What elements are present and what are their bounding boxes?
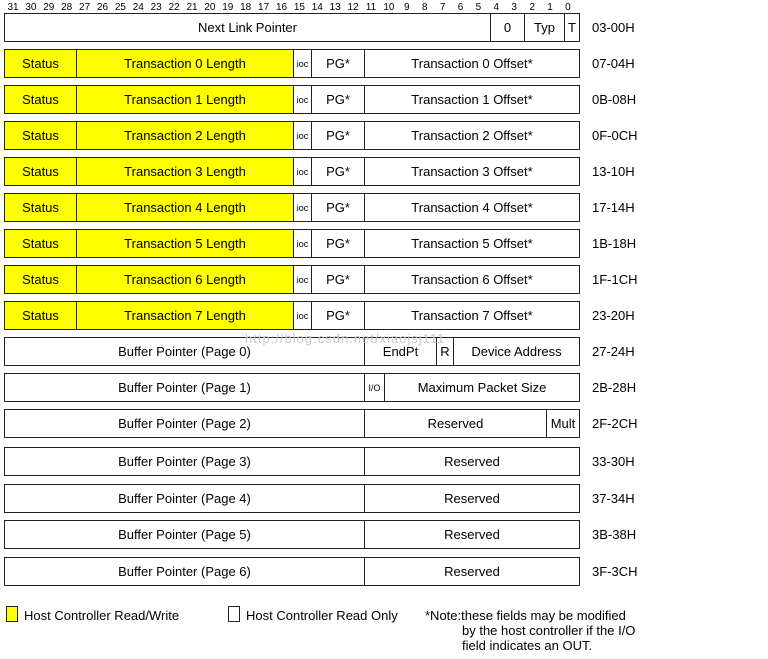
row-transaction-2: [4, 121, 580, 150]
ioc-field: ioc: [293, 85, 312, 114]
row-page5: [4, 520, 580, 549]
status-field: Status: [4, 301, 77, 330]
device-address-field: Device Address: [453, 337, 580, 366]
address-label: 37-34H: [592, 491, 635, 506]
transaction-offset-field: Transaction 7 Offset*: [364, 301, 580, 330]
row-transaction-7: [4, 301, 580, 330]
bit-number: 12: [347, 2, 359, 13]
reserved-field: Reserved: [364, 484, 580, 513]
note-line-2: by the host controller if the I/O: [462, 623, 636, 638]
bit-number: 8: [421, 2, 428, 13]
bit-number: 10: [383, 2, 395, 13]
legend-read-write: Host Controller Read/Write: [24, 608, 180, 623]
ioc-field: ioc: [293, 265, 312, 294]
bit-number: 2: [529, 2, 535, 13]
row-page2: [4, 409, 580, 438]
row-next-link: [4, 13, 580, 42]
bit-number: 22: [168, 2, 180, 13]
address-label: 3B-38H: [592, 527, 637, 542]
buffer-pointer-field: Buffer Pointer (Page 0): [4, 337, 365, 366]
bit-number: 18: [240, 2, 252, 13]
typ-field: Typ: [524, 13, 565, 42]
t-field: T: [564, 13, 580, 42]
bit-number: 14: [311, 2, 323, 13]
note-line-1: *Note:these fields may be modified: [425, 608, 626, 623]
bit-number: 3: [511, 2, 517, 13]
bit-number: 20: [204, 2, 216, 13]
status-field: Status: [4, 85, 77, 114]
transaction-length-field: Transaction 1 Length: [76, 85, 294, 114]
buffer-pointer-field: Buffer Pointer (Page 5): [4, 520, 365, 549]
bit-number: 29: [43, 2, 55, 13]
bit-number: 6: [457, 2, 464, 13]
row-transaction-3: [4, 157, 580, 186]
ioc-field: ioc: [293, 49, 312, 78]
bit-number: 26: [96, 2, 109, 13]
transaction-length-field: Transaction 6 Length: [76, 265, 294, 294]
pg-field: PG*: [311, 121, 365, 150]
bit-number: 11: [365, 2, 377, 13]
bit-number: 25: [114, 2, 126, 13]
row-page4: [4, 484, 580, 513]
legend-read-only: Host Controller Read Only: [246, 608, 398, 623]
row-transaction-6: [4, 265, 580, 294]
address-label: 2F-2CH: [592, 416, 638, 431]
status-field: Status: [4, 157, 77, 186]
transaction-length-field: Transaction 0 Length: [76, 49, 294, 78]
bit-number: 24: [132, 2, 144, 13]
bit-number: 5: [475, 2, 482, 13]
transaction-offset-field: Transaction 0 Offset*: [364, 49, 580, 78]
bit-number: 16: [275, 2, 288, 13]
ioc-field: ioc: [293, 229, 312, 258]
address-label: 0B-08H: [592, 92, 637, 107]
bit-number: 0: [565, 2, 571, 13]
buffer-pointer-field: Buffer Pointer (Page 6): [4, 557, 365, 586]
transaction-offset-field: Transaction 1 Offset*: [364, 85, 580, 114]
address-label: 3F-3CH: [592, 564, 638, 579]
read-write-swatch: [6, 606, 18, 622]
buffer-pointer-field: Buffer Pointer (Page 2): [4, 409, 365, 438]
pg-field: PG*: [311, 85, 365, 114]
transaction-offset-field: Transaction 2 Offset*: [364, 121, 580, 150]
pg-field: PG*: [311, 193, 365, 222]
bit-number: 30: [25, 2, 37, 13]
mult-field: Mult: [546, 409, 580, 438]
bit-number: 7: [439, 2, 446, 13]
transaction-length-field: Transaction 5 Length: [76, 229, 294, 258]
address-label: 1B-18H: [592, 236, 637, 251]
bit-number: 19: [222, 2, 234, 13]
row-transaction-0: [4, 49, 580, 78]
row-transaction-1: [4, 85, 580, 114]
transaction-offset-field: Transaction 6 Offset*: [364, 265, 580, 294]
next-link-pointer-field: Next Link Pointer: [4, 13, 491, 42]
status-field: Status: [4, 121, 77, 150]
address-label: 03-00H: [592, 20, 635, 35]
status-field: Status: [4, 193, 77, 222]
r-field: R: [436, 337, 454, 366]
address-label: 07-04H: [592, 56, 635, 71]
row-page3: [4, 447, 580, 476]
address-label: 23-20H: [592, 308, 635, 323]
reserved-field: Reserved: [364, 520, 580, 549]
read-only-swatch: [228, 606, 240, 622]
reserved-field: Reserved: [364, 409, 547, 438]
bit-number: 17: [258, 2, 270, 13]
ioc-field: ioc: [293, 121, 312, 150]
watermark-text: http://blog.csdn.net/xiaojsj111: [245, 331, 446, 346]
row-page6: [4, 557, 580, 586]
address-label: 1F-1CH: [592, 272, 638, 287]
reserved-field: Reserved: [364, 447, 580, 476]
row-page1: [4, 373, 580, 402]
ioc-field: ioc: [293, 157, 312, 186]
address-label: 0F-0CH: [592, 128, 638, 143]
transaction-offset-field: Transaction 3 Offset*: [364, 157, 580, 186]
status-field: Status: [4, 49, 77, 78]
transaction-offset-field: Transaction 5 Offset*: [364, 229, 580, 258]
reserved-field: Reserved: [364, 557, 580, 586]
bit-number: 21: [186, 2, 198, 13]
transaction-length-field: Transaction 7 Length: [76, 301, 294, 330]
pg-field: PG*: [311, 301, 365, 330]
buffer-pointer-field: Buffer Pointer (Page 3): [4, 447, 365, 476]
status-field: Status: [4, 265, 77, 294]
bit-number: 9: [404, 2, 410, 13]
address-label: 17-14H: [592, 200, 635, 215]
bit-number: 1: [547, 2, 553, 13]
row-transaction-4: [4, 193, 580, 222]
zero-field: 0: [490, 13, 525, 42]
bit-number: 31: [7, 2, 19, 13]
transaction-length-field: Transaction 2 Length: [76, 121, 294, 150]
max-packet-size-field: Maximum Packet Size: [384, 373, 580, 402]
transaction-length-field: Transaction 3 Length: [76, 157, 294, 186]
io-field: I/O: [364, 373, 385, 402]
row-transaction-5: [4, 229, 580, 258]
pg-field: PG*: [311, 265, 365, 294]
buffer-pointer-field: Buffer Pointer (Page 4): [4, 484, 365, 513]
pg-field: PG*: [311, 49, 365, 78]
bit-number: 4: [493, 2, 500, 13]
note-line-3: field indicates an OUT.: [462, 638, 593, 653]
transaction-offset-field: Transaction 4 Offset*: [364, 193, 580, 222]
address-label: 33-30H: [592, 454, 635, 469]
bit-number: 15: [293, 2, 305, 13]
ioc-field: ioc: [293, 193, 312, 222]
buffer-pointer-field: Buffer Pointer (Page 1): [4, 373, 365, 402]
bit-number: 27: [79, 2, 91, 13]
bit-number: 13: [329, 2, 341, 13]
address-label: 13-10H: [592, 164, 635, 179]
address-label: 27-24H: [592, 344, 635, 359]
pg-field: PG*: [311, 157, 365, 186]
bit-number: 28: [61, 2, 73, 13]
status-field: Status: [4, 229, 77, 258]
endpt-field: EndPt: [364, 337, 437, 366]
transaction-length-field: Transaction 4 Length: [76, 193, 294, 222]
ioc-field: ioc: [293, 301, 312, 330]
pg-field: PG*: [311, 229, 365, 258]
bit-number: 23: [150, 2, 162, 13]
address-label: 2B-28H: [592, 380, 637, 395]
